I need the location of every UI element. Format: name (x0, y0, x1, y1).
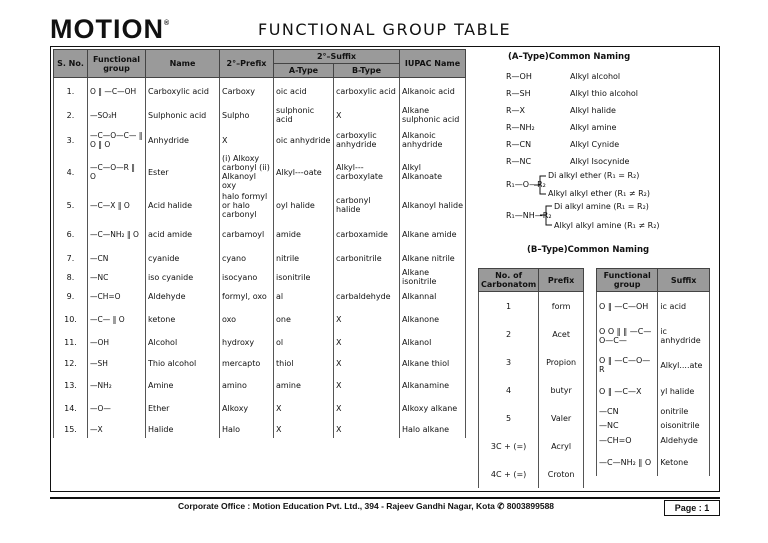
iupac-cell: Alkanoyl halide (400, 190, 466, 220)
a-type-cell: oic anhydride (274, 126, 334, 154)
sno-cell: 9. (54, 286, 88, 306)
table-row (54, 78, 466, 105)
b-type-cell: carboxylic anhydride (334, 126, 400, 154)
suffix-suffix-cell: Alkyl....ate (658, 352, 710, 378)
footer-rule (50, 497, 720, 499)
prefix-cell: oxo (220, 306, 274, 332)
suffix-group-cell: O ‖ —C—X (597, 378, 658, 404)
prefix-row (479, 432, 584, 460)
name-cell: Acid halide (146, 190, 220, 220)
prefix-row (479, 376, 584, 404)
name-cell: Aldehyde (146, 286, 220, 306)
ether-diff: Alkyl alkyl ether (R₁ ≠ R₂) (548, 189, 650, 198)
sno-cell: 4. (54, 154, 88, 190)
suffix-suffix-cell: oisonitrile (658, 418, 710, 432)
name-cell: Amine (146, 374, 220, 396)
a-type-cell: amide (274, 220, 334, 248)
prefix-table (478, 268, 584, 488)
sno-cell: 11. (54, 332, 88, 352)
header-b-type: B-Type (334, 64, 400, 78)
a-type-cell: amine (274, 374, 334, 396)
sno-cell: 13. (54, 374, 88, 396)
iupac-cell: Alkannal (400, 286, 466, 306)
prefix-cell: isocyano (220, 268, 274, 286)
a-type-cell: al (274, 286, 334, 306)
ether-formula: R₁—O—R₂ (506, 180, 546, 189)
suffix-group-cell: O O ‖ ‖ —C—O—C— (597, 320, 658, 352)
prefix-prefix-cell: Croton (539, 460, 584, 488)
prefix-cell: Carboxy (220, 78, 274, 105)
prefix-prefix-cell: Valer (539, 404, 584, 432)
b-type-title: (B–Type)Common Naming (527, 245, 650, 255)
b-type-cell: X (334, 352, 400, 374)
sno-cell: 15. (54, 420, 88, 438)
a-type-formula: R—X (506, 106, 526, 115)
prefix-cell: (i) Alkoxy carbonyl (ii) Alkanoyl oxy (220, 154, 274, 190)
name-cell: Ether (146, 396, 220, 420)
table-row (54, 126, 466, 154)
a-type-cell: thiol (274, 352, 334, 374)
header-suffix: 2°–Suffix (274, 50, 400, 64)
prefix-prefix-cell: Propion (539, 348, 584, 376)
suffix-header-group: Functional group (597, 269, 658, 292)
table-row (54, 248, 466, 268)
suffix-group-cell: —CH=O (597, 432, 658, 448)
prefix-prefix-cell: butyr (539, 376, 584, 404)
b-type-cell: X (334, 374, 400, 396)
iupac-cell: Alkane amide (400, 220, 466, 248)
name-cell: iso cyanide (146, 268, 220, 286)
group-cell: —SO₃H (88, 104, 146, 126)
prefix-prefix-cell: form (539, 292, 584, 321)
suffix-row (597, 378, 710, 404)
suffix-group-cell: —C—NH₂ ‖ O (597, 448, 658, 476)
name-cell: Alcohol (146, 332, 220, 352)
prefix-count-cell: 4C + (=) (479, 460, 539, 488)
iupac-cell: Alkoxy alkane (400, 396, 466, 420)
suffix-row (597, 292, 710, 321)
suffix-row (597, 320, 710, 352)
group-cell: —X (88, 420, 146, 438)
table-row (54, 352, 466, 374)
prefix-count-cell: 5 (479, 404, 539, 432)
iupac-cell: Alkanoic anhydride (400, 126, 466, 154)
a-type-formula: R—OH (506, 72, 532, 81)
a-type-cell: X (274, 420, 334, 438)
footer-address: Corporate Office : Motion Education Pvt. Ltd., 394 - Rajeev Gandhi Nagar, Kota ✆ 8003899588 (178, 501, 555, 511)
suffix-suffix-cell: ic acid (658, 292, 710, 321)
prefix-header-count: No. of Carbonatom (479, 269, 539, 292)
a-type-cell: X (274, 396, 334, 420)
table-row (54, 306, 466, 332)
group-cell: —C—X ‖ O (88, 190, 146, 220)
sno-cell: 7. (54, 248, 88, 268)
prefix-count-cell: 3 (479, 348, 539, 376)
suffix-suffix-cell: onitrile (658, 404, 710, 418)
header-name: Name (146, 50, 220, 78)
group-cell: —C—O—C— ‖ O ‖ O (88, 126, 146, 154)
prefix-prefix-cell: Acet (539, 320, 584, 348)
table-row (54, 104, 466, 126)
b-type-cell: carboxylic acid (334, 78, 400, 105)
prefix-cell: hydroxy (220, 332, 274, 352)
a-type-cell: sulphonic acid (274, 104, 334, 126)
name-cell: Thio alcohol (146, 352, 220, 374)
prefix-count-cell: 1 (479, 292, 539, 321)
ether-same: Di alkyl ether (R₁ = R₂) (548, 171, 640, 180)
table-row (54, 154, 466, 190)
suffix-table-body (597, 292, 710, 477)
sno-cell: 3. (54, 126, 88, 154)
group-cell: —CN (88, 248, 146, 268)
suffix-suffix-cell: yl halide (658, 378, 710, 404)
suffix-suffix-cell: Ketone (658, 448, 710, 476)
a-type-formula: R—CN (506, 140, 532, 149)
prefix-cell: mercapto (220, 352, 274, 374)
group-cell: —SH (88, 352, 146, 374)
brand-logo (50, 14, 170, 45)
prefix-cell: formyl, oxo (220, 286, 274, 306)
prefix-count-cell: 2 (479, 320, 539, 348)
suffix-table (596, 268, 710, 476)
group-cell: O ‖ —C—OH (88, 78, 146, 105)
a-type-formula: R—SH (506, 89, 531, 98)
table-row (54, 190, 466, 220)
name-cell: Anhydride (146, 126, 220, 154)
suffix-row (597, 404, 710, 418)
a-type-cell: isonitrile (274, 268, 334, 286)
sno-cell: 5. (54, 190, 88, 220)
prefix-row (479, 404, 584, 432)
a-type-cell: oic acid (274, 78, 334, 105)
b-type-cell: carboxamide (334, 220, 400, 248)
sno-cell: 12. (54, 352, 88, 374)
prefix-cell: cyano (220, 248, 274, 268)
table-row (54, 268, 466, 286)
suffix-header-suffix: Suffix (658, 269, 710, 292)
b-type-cell: X (334, 306, 400, 332)
header-sno: S. No. (54, 50, 88, 78)
prefix-row (479, 292, 584, 321)
brand-mark: ® (164, 20, 171, 27)
main-table-body (54, 78, 466, 439)
brand-name: MOTION (50, 14, 164, 44)
a-type-formula: R—NH₂ (506, 123, 535, 132)
b-type-cell (334, 268, 400, 286)
iupac-cell: Alkyl Alkanoate (400, 154, 466, 190)
prefix-row (479, 348, 584, 376)
name-cell: acid amide (146, 220, 220, 248)
suffix-group-cell: O ‖ —C—OH (597, 292, 658, 321)
name-cell: ketone (146, 306, 220, 332)
a-type-cell: nitrile (274, 248, 334, 268)
name-cell: Carboxylic acid (146, 78, 220, 105)
table-row (54, 396, 466, 420)
prefix-count-cell: 3C + (=) (479, 432, 539, 460)
name-cell: cyanide (146, 248, 220, 268)
a-type-cell: Alkyl---oate (274, 154, 334, 190)
suffix-group-cell: —CN (597, 404, 658, 418)
iupac-cell: Alkane isonitrile (400, 268, 466, 286)
a-type-name: Alkyl Cynide (570, 140, 620, 149)
group-cell: —NC (88, 268, 146, 286)
a-type-name: Alkyl Isocynide (570, 157, 630, 166)
group-cell: —OH (88, 332, 146, 352)
prefix-cell: Alkoxy (220, 396, 274, 420)
prefix-row (479, 460, 584, 488)
page-number: Page : 1 (664, 500, 720, 516)
group-cell: —CH=O (88, 286, 146, 306)
a-type-name: Alkyl alcohol (570, 72, 621, 81)
table-row (54, 286, 466, 306)
suffix-row (597, 352, 710, 378)
b-type-cell: X (334, 332, 400, 352)
prefix-cell: amino (220, 374, 274, 396)
prefix-cell: Sulpho (220, 104, 274, 126)
iupac-cell: Alkanone (400, 306, 466, 332)
sno-cell: 10. (54, 306, 88, 332)
suffix-suffix-cell: ic anhydride (658, 320, 710, 352)
prefix-prefix-cell: Acryl (539, 432, 584, 460)
group-cell: —C— ‖ O (88, 306, 146, 332)
b-type-cell: Alkyl--- carboxylate (334, 154, 400, 190)
name-cell: Halide (146, 420, 220, 438)
group-cell: —C—NH₂ ‖ O (88, 220, 146, 248)
a-type-title: (A–Type)Common Naming (508, 52, 631, 62)
a-type-cell: oyl halide (274, 190, 334, 220)
prefix-cell: Halo (220, 420, 274, 438)
suffix-row (597, 418, 710, 432)
iupac-cell: Alkanol (400, 332, 466, 352)
a-type-name: Alkyl halide (570, 106, 616, 115)
b-type-cell: carbonitrile (334, 248, 400, 268)
iupac-cell: Halo alkane (400, 420, 466, 438)
iupac-cell: Alkane nitrile (400, 248, 466, 268)
group-cell: —NH₂ (88, 374, 146, 396)
iupac-cell: Alkane thiol (400, 352, 466, 374)
iupac-cell: Alkanamine (400, 374, 466, 396)
a-type-formula: R—NC (506, 157, 532, 166)
name-cell: Sulphonic acid (146, 104, 220, 126)
header-functional-group: Functional group (88, 50, 146, 78)
b-type-cell: carbaldehyde (334, 286, 400, 306)
prefix-cell: X (220, 126, 274, 154)
amine-formula: R₁—NH—R₂ (506, 211, 552, 220)
table-row (54, 332, 466, 352)
group-cell: —O— (88, 396, 146, 420)
table-row (54, 220, 466, 248)
amine-same: Di alkyl amine (R₁ = R₂) (554, 202, 649, 211)
suffix-group-cell: O ‖ —C—O—R (597, 352, 658, 378)
suffix-suffix-cell: Aldehyde (658, 432, 710, 448)
table-row (54, 374, 466, 396)
prefix-row (479, 320, 584, 348)
amine-diff: Alkyl alkyl amine (R₁ ≠ R₂) (554, 221, 660, 230)
a-type-name: Alkyl amine (570, 123, 617, 132)
table-row (54, 420, 466, 438)
header-prefix: 2°–Prefix (220, 50, 274, 78)
sno-cell: 6. (54, 220, 88, 248)
sno-cell: 8. (54, 268, 88, 286)
prefix-cell: halo formyl or halo carbonyl (220, 190, 274, 220)
suffix-group-cell: —NC (597, 418, 658, 432)
prefix-table-body (479, 292, 584, 489)
sno-cell: 14. (54, 396, 88, 420)
suffix-row (597, 432, 710, 448)
sno-cell: 2. (54, 104, 88, 126)
a-type-name: Alkyl thio alcohol (570, 89, 639, 98)
sno-cell: 1. (54, 78, 88, 105)
header-iupac: IUPAC Name (400, 50, 466, 78)
prefix-count-cell: 4 (479, 376, 539, 404)
b-type-cell: carbonyl halide (334, 190, 400, 220)
b-type-cell: X (334, 396, 400, 420)
a-type-cell: ol (274, 332, 334, 352)
name-cell: Ester (146, 154, 220, 190)
suffix-row (597, 448, 710, 476)
iupac-cell: Alkane sulphonic acid (400, 104, 466, 126)
page-title: FUNCTIONAL GROUP TABLE (258, 20, 512, 39)
b-type-cell: X (334, 420, 400, 438)
header-a-type: A-Type (274, 64, 334, 78)
prefix-cell: carbamoyl (220, 220, 274, 248)
functional-group-table (53, 49, 466, 438)
group-cell: —C—O—R ‖ O (88, 154, 146, 190)
prefix-header-prefix: Prefix (539, 269, 584, 292)
iupac-cell: Alkanoic acid (400, 78, 466, 105)
a-type-cell: one (274, 306, 334, 332)
b-type-cell: X (334, 104, 400, 126)
